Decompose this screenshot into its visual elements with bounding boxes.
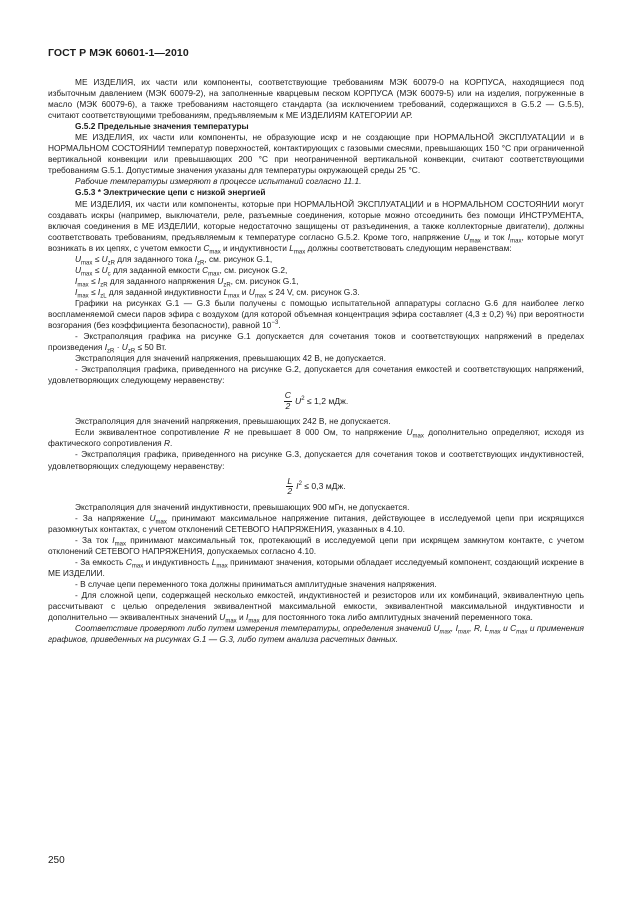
inequality: $I_{max} \le I_{zR}$ для заданного напряжения $U_{zR}$, см. рисунок G.1, [75,275,299,289]
paragraph: - В случае цепи переменного тока должны приниматься амплитудные значения напряжения. [75,578,437,589]
paragraph: - Экстраполяция графика на рисунке G.1 допускается для сочетания токов и соответствующих напряжений в пределах произведения $I_{zR} \cdot U_{zR} \le 50$ Вт. [48,331,584,355]
paragraph: Графики на рисунках G.1 — G.3 были получены с помощью испытательной аппаратуры согласно G.6 для наиболее легко воспламеняемой смеси паров эфира с воздухом (для которой объемная концентрация эфира составляет (4,3 ± 0,2) %) при вероятности возгорания (без коэффициента безопасности), равной $10^{-3}$. [48,297,584,331]
paragraph: МЕ ИЗДЕЛИЯ, их части или компоненты, которые при НОРМАЛЬНОЙ ЭКСПЛУАТАЦИИ и в НОРМАЛЬНОМ СОСТОЯНИИ могут создавать искры (например, выключатели, реле, разъемные соединения, которые можно отсоединить без помощи ИНСТРУМЕНТА, включая соединения в МЕ ИЗДЕЛИИ, которые недостаточно защищены от разъединения, а также коллекторные двигатели), должны соответствовать требованиям, предъявляемым к температуре согласно G.5.2. Кроме того, напряжение $U_{max}$ и ток $I_{max}$, которые могут возникать в их цепях, с учетом емкости $C_{max}$ и индуктивности $L_{max}$ должны соответствовать следующим неравенствам: [48,198,584,256]
paragraph: МЕ ИЗДЕЛИЯ, их части или компоненты, соответствующие требованиям МЭК 60079-0 на КОРПУСА, находящиеся под избыточным давлением (МЭК 60079-2), на заполненные кварцевым песком КОРПУСА (МЭК 60079-5) или на изделия, погруженные в масло (МЭК 60079-6), а также требованиям настоящего стандарта (за исключением требований, содержащихся в G.5.2 — G.5.5), считают соответствующими требованиям, предъявляемым к МЕ ИЗДЕЛИЯМ КАТЕГОРИИ АР. [48,77,584,121]
paragraph: - За напряжение $U_{max}$ принимают максимальное напряжение питания, действующее в исследуемой цепи при искрящихся разомкнутых контактах, с учетом отклонений СЕТЕВОГО НАПРЯЖЕНИЯ, указанных в 4.10. [48,512,584,534]
paragraph: Экстраполяция для значений напряжения, превышающих 42 В, не допускается. [75,353,386,364]
paragraph: Если эквивалентное сопротивление R не превышает 8 000 Ом, то напряжение $U_{max}$ дополнительно определяют, исходя из фактического сопротивления R. [48,427,584,449]
paragraph: Экстраполяция для значений напряжения, превышающих 242 В, не допускается. [75,416,391,427]
document-body [48,77,584,645]
formula-inductance: $\frac{L}{2}$ $I^2 \le 0,3$ мДж. [287,475,346,497]
inequality: $I_{max} \le I_{zL}$ для заданной индуктивности $L_{max}$ и $U_{max} \le 24$ V, см. рисунок G.3. [75,286,360,300]
paragraph-compliance: Соответствие проверяют либо путем измерения температуры, определения значений $U_{max}$, $I_{max}$, R, $L_{max}$ и $C_{max}$ и применения графиков, приведенных на рисунках G.1 — G.3, либо путем анализа расчетных данных. [48,623,585,645]
document-header: ГОСТ Р МЭК 60601-1—2010 [48,47,189,59]
paragraph: - За емкость $C_{max}$ и индуктивность $L_{max}$ принимают значения, которыми обладает исследуемый компонент, создающий искрение в МЕ ИЗДЕЛИИ. [48,556,584,578]
paragraph: - Экстраполяция графика, приведенного на рисунке G.3, допускается для сочетания токов и соответствующих индуктивностей, удовлетворяющих следующему неравенству: [48,449,584,471]
page-number: 250 [48,855,65,866]
paragraph: - За ток $I_{max}$ принимают максимальный ток, протекающий в исследуемой цепи при искрящем замкнутом контакте, с учетом отклонений СЕТЕВОГО НАПРЯЖЕНИЯ, допускаемых согласно 4.10. [48,534,584,556]
paragraph-note: Рабочие температуры измеряют в процессе испытаний согласно 11.1. [75,176,362,187]
paragraph: Экстраполяция для значений индуктивности, превышающих 900 мГн, не допускается. [75,501,410,512]
paragraph: - Экстраполяция графика, приведенного на рисунке G.2, допускается для сочетания емкостей и соответствующих напряжений, удовлетворяющих следующему неравенству: [48,364,584,386]
paragraph: МЕ ИЗДЕЛИЯ, их части или компоненты, не образующие искр и не создающие при НОРМАЛЬНОЙ ЭКСПЛУАТАЦИИ и в НОРМАЛЬНОМ СОСТОЯНИИ температур поверхностей, контактирующих с газовыми смесями, превышающих 150 °С при ограниченной вертикальной конвекции или превышающих 200 °С при неограниченной вертикальной конвекции, считают соответствующими требованиям G.5.1. Допустимые значения указаны для температуры окружающей среды 25 °С. [48,132,584,176]
paragraph: - Для сложной цепи, содержащей несколько емкостей, индуктивностей и резисторов или их комбинаций, эквивалентную цепь рассчитывают с целью определения эквивалентной максимальной емкости, эквивалентной максимальной индуктивности и дополнительно — эквивалентных значений $U_{max}$ и $I_{max}$ для постоянного тока либо амплитудных значений переменного тока. [48,589,584,625]
section-heading-g53: G.5.3 * Электрические цепи с низкой энергией [75,187,266,198]
formula-capacitance: $\frac{C}{2}$ $U^2 \le 1,2$ мДж. [284,390,349,411]
inequality: $U_{max} \le U_{zR}$ для заданного тока $I_{zR}$, см. рисунок G.1, [75,253,273,267]
section-heading-g52: G.5.2 Предельные значения температуры [75,121,249,132]
inequality: $U_{max} \le U_c$ для заданной емкости $C_{max}$, см. рисунок G.2, [75,264,288,278]
